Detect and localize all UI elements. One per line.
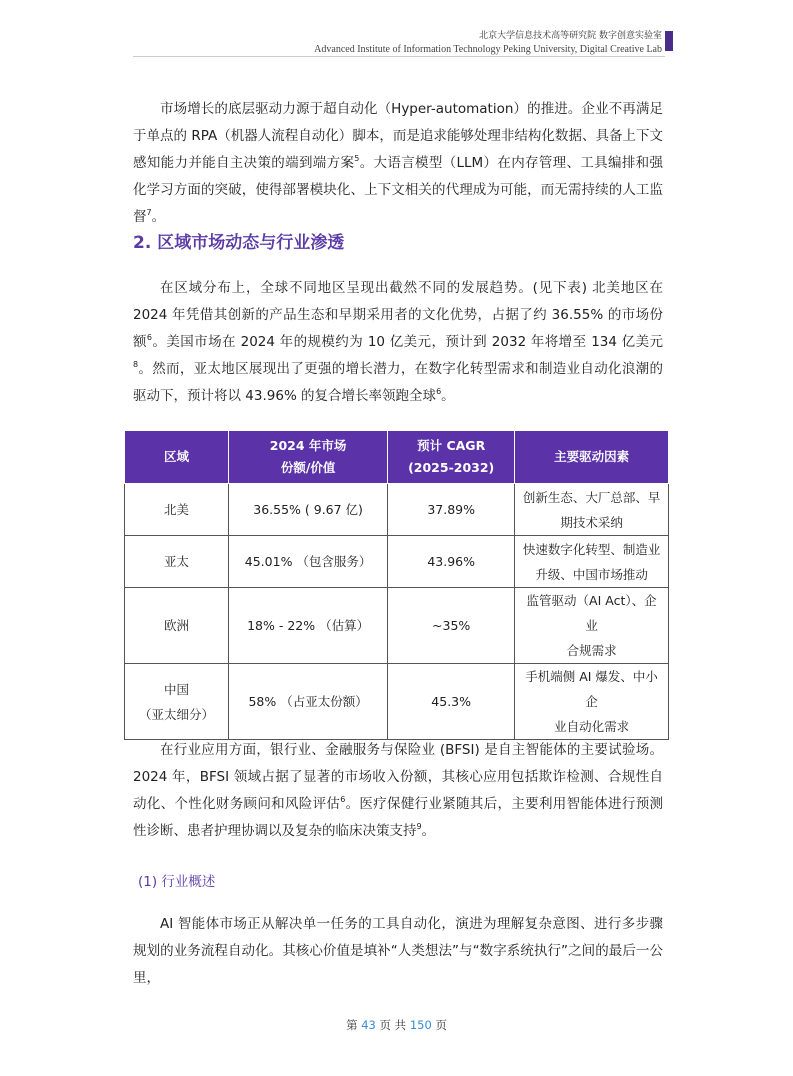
paragraph-regional: 在区域分布上，全球不同地区呈现出截然不同的发展趋势。(见下表) 北美地区在 2024 年凭借其创新的产品生态和早期采用者的文化优势，占据了约 36.55% 的市场份额$^6$。美国市场在 2024 年的规模约为 10 亿美元，预计到 2032 年将增至 134 亿美元$^8$。然而，亚太地区展现出了更强的增长潜力，在数字化转型需求和制造业自动化浪潮的驱动下，预计将以 43.96% 的复合增长率领跑全球$^6$。 — [133, 280, 663, 404]
cell-region: 中国 （亚太细分） — [125, 664, 229, 740]
table-row — [125, 664, 669, 740]
subsection-heading: (1) 行业概述 — [138, 874, 216, 890]
header-divider — [133, 56, 665, 57]
header-cagr: 预计 CAGR (2025-2032) — [388, 431, 515, 484]
reference-mark: 6 — [340, 795, 346, 804]
reference-mark: 7 — [146, 208, 152, 217]
cell-share: 58% （占亚太份额） — [229, 664, 388, 740]
paragraph-automation: 市场增长的底层驱动力源于超自动化（Hyper-automation）的推进。企业不再满足于单点的 RPA（机器人流程自动化）脚本，而是追求能够处理非结构化数据、具备上下文感知能力并能自主决策的端到端方案$^5$。大语言模型（LLM）在内存管理、工具编排和强化学习方面的突破，使得部署模块化、上下文相关的代理成为可能，而无需持续的人工监督$^7$。 — [133, 101, 663, 225]
cell-drivers: 监管驱动（AI Act）、企业 合规需求 — [515, 588, 669, 664]
header-drivers: 主要驱动因素 — [515, 431, 669, 484]
cell-drivers: 快速数字化转型、制造业 升级、中国市场推动 — [515, 536, 669, 588]
table-header-row — [125, 431, 669, 484]
header-title-cn: 北京大学信息技术高等研究院 数字创意实验室 — [479, 31, 662, 41]
reference-mark: 6 — [436, 387, 442, 396]
cell-cagr: 37.89% — [388, 484, 515, 536]
header-region: 区域 — [125, 431, 229, 484]
cell-region: 亚太 — [125, 536, 229, 588]
page-header — [314, 30, 662, 56]
table-row — [125, 484, 669, 536]
header-title-en: Advanced Institute of Information Technology Peking University, Digital Creative Lab — [314, 44, 662, 55]
total-page-count: 150 — [409, 1018, 432, 1032]
reference-mark: 6 — [146, 333, 153, 342]
page-footer: 第 43 页 共 150 页 — [346, 1018, 447, 1032]
cell-region: 欧洲 — [125, 588, 229, 664]
cell-cagr: 45.3% — [388, 664, 515, 740]
header-share: 2024 年市场 份额/价值 — [229, 431, 388, 484]
paragraph-overview: AI 智能体市场正从解决单一任务的工具自动化，演进为理解复杂意图、进行多步骤规划的业务流程自动化。其核心价值是填补“人类想法”与“数字系统执行”之间的最后一公里， — [133, 916, 663, 986]
reference-mark: 5 — [354, 154, 360, 163]
section-heading: 2. 区域市场动态与行业渗透 — [133, 233, 345, 253]
cell-drivers: 创新生态、大厂总部、早 期技术采纳 — [515, 484, 669, 536]
table-row — [125, 536, 669, 588]
header-accent-bar — [665, 31, 673, 51]
current-page-number: 43 — [361, 1018, 376, 1032]
cell-share: 45.01% （包含服务） — [229, 536, 388, 588]
paragraph-industry: 在行业应用方面，银行业、金融服务与保险业 (BFSI) 是自主智能体的主要试验场。2024 年，BFSI 领域占据了显著的市场收入份额，其核心应用包括欺诈检测、合规性自动化、个性化财务顾问和风险评估$^6$。医疗保健行业紧随其后，主要利用智能体进行预测性诊断、患者护理协调以及复杂的临床决策支持$^9$。 — [133, 742, 664, 839]
regional-market-table — [124, 430, 669, 740]
cell-region: 北美 — [125, 484, 229, 536]
cell-cagr: 43.96% — [388, 536, 515, 588]
cell-drivers: 手机端侧 AI 爆发、中小企 业自动化需求 — [515, 664, 669, 740]
reference-mark: 8 — [133, 360, 139, 369]
cell-share: 36.55% ( 9.67 亿) — [229, 484, 388, 536]
table-row — [125, 588, 669, 664]
cell-cagr: ~35% — [388, 588, 515, 664]
reference-mark: 9 — [416, 822, 422, 831]
cell-share: 18% - 22% （估算） — [229, 588, 388, 664]
